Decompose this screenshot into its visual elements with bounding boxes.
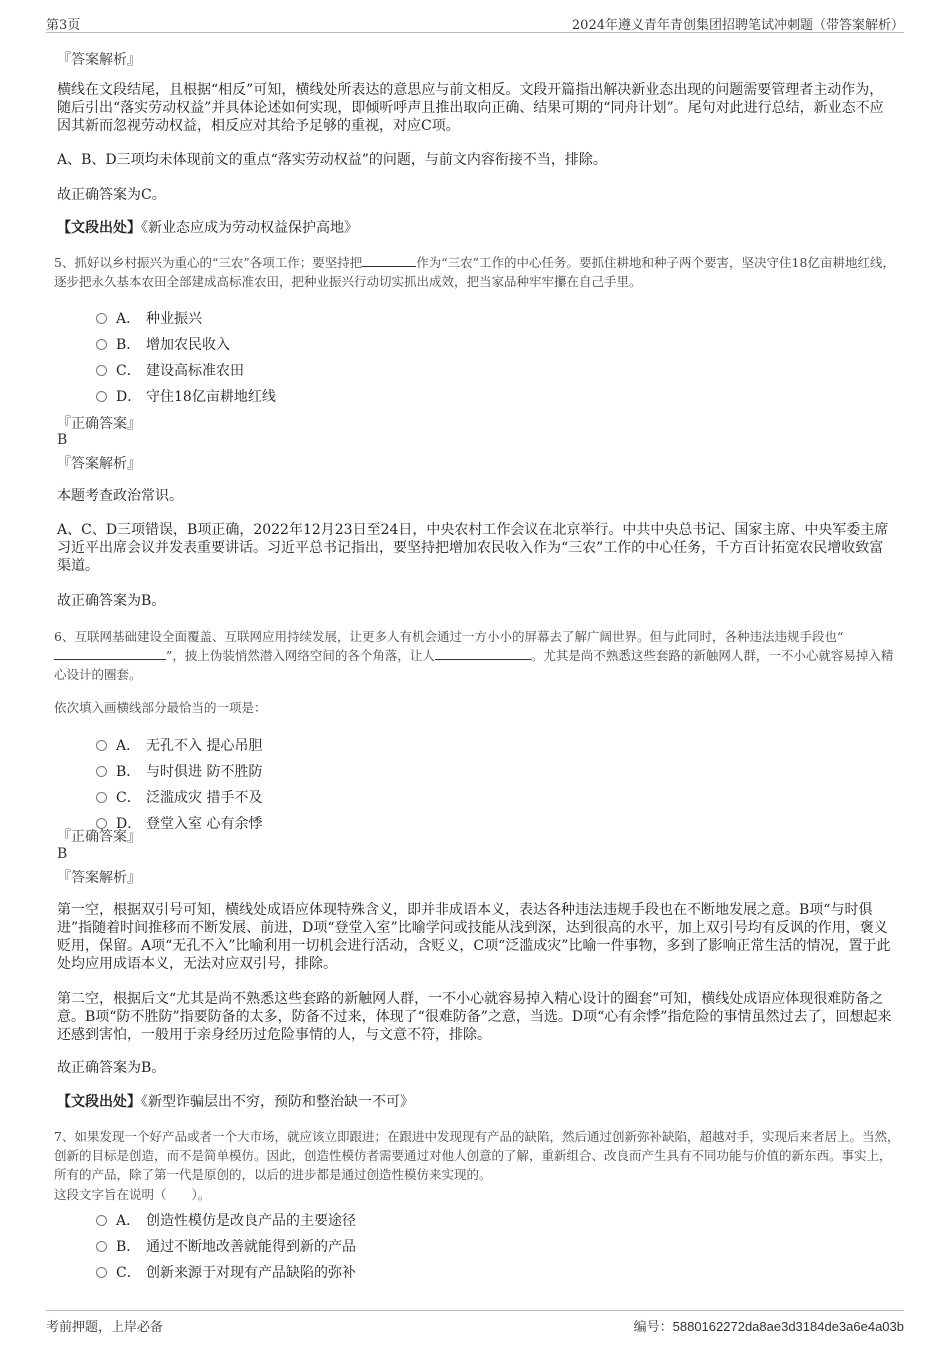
option-letter: D． bbox=[116, 816, 142, 832]
correct-answer-label: 『正确答案』 bbox=[57, 829, 141, 845]
q6-option-c[interactable] bbox=[96, 787, 262, 807]
q7-option-c[interactable] bbox=[96, 1262, 356, 1282]
document-title: 2024年遵义青年青创集团招聘笔试冲刺题（带答案解析） bbox=[571, 18, 904, 33]
option-text: 创新来源于对现有产品缺陷的弥补 bbox=[146, 1265, 356, 1281]
document-code bbox=[634, 1316, 904, 1335]
option-text: 守住18亿亩耕地红线 bbox=[146, 389, 276, 405]
option-text: 无孔不入 提心吊胆 bbox=[146, 738, 263, 754]
q5-option-a[interactable] bbox=[96, 308, 202, 328]
q6-stem-part-1: 6、互联网基础建设全面覆盖、互联网应用持续发展，让更多人有机会通过一方小小的屏幕去了解广阔世界。但与此同时，各种违法违规手段也“ bbox=[54, 629, 844, 644]
q6-blank-2 bbox=[435, 647, 531, 660]
q7-prompt: 这段文字旨在说明（ ）。 bbox=[54, 1187, 211, 1202]
radio-icon[interactable] bbox=[96, 766, 107, 777]
q5-stem-part-1: 5、抓好以乡村振兴为重心的“三农”各项工作；要坚持把 bbox=[54, 255, 363, 270]
radio-icon[interactable] bbox=[96, 792, 107, 803]
code-label: 编号： bbox=[633, 1320, 673, 1335]
option-letter: B． bbox=[116, 764, 141, 780]
radio-icon[interactable] bbox=[96, 339, 107, 350]
q5-analysis-p2: A、C、D三项错误，B项正确，2022年12月23日至24日，中央农村工作会议在北京举行。中共中央总书记、国家主席、中央军委主席习近平出席会议并发表重要讲话。习近平总书记指出，要坚持把增加农民收入作为“三农”工作的中心任务，千方百计拓宽农民增收致富渠道。 bbox=[57, 522, 889, 574]
analysis-label: 『答案解析』 bbox=[57, 52, 141, 68]
option-letter: D． bbox=[116, 389, 142, 405]
radio-icon[interactable] bbox=[96, 740, 107, 751]
q6-source-title: 《新型诈骗层出不穷，预防和整治缺一不可》 bbox=[141, 1094, 414, 1110]
q6-option-b[interactable] bbox=[96, 761, 262, 781]
q7-option-b[interactable] bbox=[96, 1236, 356, 1256]
q5-stem-part-2: 作为“三农”工作的中心任务。要抓住耕地和种子两个要害，坚决守住18亿亩耕地红线，逐步把永久基本农田全部建成高标准农田，把种业振兴行动切实抓出成效，把当家品种牢牢攥在自己手里。 bbox=[54, 255, 895, 289]
q6-stem-part-2: ”，披上伪装悄然潜入网络空间的各个角落，让人 bbox=[166, 648, 435, 663]
analysis-label: 『答案解析』 bbox=[57, 870, 141, 886]
radio-icon[interactable] bbox=[96, 365, 107, 376]
q6-blank-1 bbox=[54, 647, 166, 660]
option-text: 建设高标准农田 bbox=[146, 363, 244, 379]
q4-analysis-p2: A、B、D三项均未体现前文的重点“落实劳动权益”的问题，与前文内容衔接不当，排除。 bbox=[57, 152, 607, 168]
radio-icon[interactable] bbox=[96, 391, 107, 402]
q5-option-d[interactable] bbox=[96, 386, 276, 406]
option-letter: B． bbox=[116, 337, 141, 353]
q7-stem: 7、如果发现一个好产品或者一个大市场，就应该立即跟进；在跟进中发现现有产品的缺陷，然后通过创新弥补缺陷，超越对手，实现后来者居上。当然，创新的目标是创造，而不是简单模仿。因此，创造性模仿者需要通过对他人创意的了解，重新组合、改良而产生具有不同功能与价值的新东西。事实上，所有的产品，除了第一代是原创的，以后的进步都是通过创造性模仿来实现的。 bbox=[54, 1129, 900, 1182]
q4-source bbox=[57, 219, 897, 237]
q4-source-title: 《新业态应成为劳动权益保护高地》 bbox=[141, 220, 358, 236]
q5-option-b[interactable] bbox=[96, 334, 230, 354]
option-letter: A． bbox=[116, 311, 141, 327]
q6-source bbox=[57, 1093, 897, 1111]
footer-slogan: 考前押题，上岸必备 bbox=[46, 1320, 164, 1335]
q5-analysis-p1: 本题考查政治常识。 bbox=[57, 488, 183, 504]
radio-icon[interactable] bbox=[96, 1241, 107, 1252]
option-letter: C． bbox=[116, 363, 141, 379]
option-text: 创造性模仿是改良产品的主要途径 bbox=[146, 1213, 356, 1229]
q6-stem bbox=[54, 627, 902, 684]
page-header bbox=[46, 12, 904, 33]
option-letter: C． bbox=[116, 790, 141, 806]
radio-icon[interactable] bbox=[96, 313, 107, 324]
q5-answer: B bbox=[57, 432, 68, 448]
q5-stem bbox=[54, 253, 902, 291]
q6-conclusion: 故正确答案为B。 bbox=[57, 1060, 166, 1076]
q7-option-a[interactable] bbox=[96, 1210, 356, 1230]
code-value: 5880162272da8ae3d3184de3a6e4a03b bbox=[672, 1319, 904, 1334]
q6-stem-part-3: 。尤其是尚不熟悉这些套路的新触网人群，一不小心就容易掉入精心设计的圈套。 bbox=[54, 648, 894, 682]
option-text: 通过不断地改善就能得到新的产品 bbox=[146, 1239, 356, 1255]
q5-blank bbox=[362, 254, 416, 267]
option-text: 泛滥成灾 措手不及 bbox=[146, 790, 263, 806]
page-number: 第3页 bbox=[46, 18, 81, 33]
option-text: 与时俱进 防不胜防 bbox=[146, 764, 263, 780]
analysis-label: 『答案解析』 bbox=[57, 456, 141, 472]
q6-option-a[interactable] bbox=[96, 735, 262, 755]
q6-prompt: 依次填入画横线部分最恰当的一项是： bbox=[54, 700, 267, 715]
q6-analysis-p2: 第二空，根据后文“尤其是尚不熟悉这些套路的新触网人群，一不小心就容易掉入精心设计的圈套”可知，横线处成语应体现很难防备之意。B项“防不胜防”指要防备的太多，防备不过来，体现了“很难防备”之意，当选。D项“心有余悸”指危险的事情虽然过去了，回想起来还感到害怕，一般用于亲身经历过危险事情的人，与文意不符，排除。 bbox=[57, 991, 892, 1043]
option-text: 种业振兴 bbox=[146, 311, 202, 327]
radio-icon[interactable] bbox=[96, 1267, 107, 1278]
option-letter: B． bbox=[116, 1239, 141, 1255]
q5-option-c[interactable] bbox=[96, 360, 244, 380]
page-footer bbox=[46, 1310, 904, 1335]
option-text: 增加农民收入 bbox=[146, 337, 230, 353]
option-text: 登堂入室 心有余悸 bbox=[146, 816, 263, 832]
source-label: 【文段出处】 bbox=[57, 1094, 141, 1110]
correct-answer-label: 『正确答案』 bbox=[57, 416, 141, 432]
option-letter: C． bbox=[116, 1265, 141, 1281]
option-letter: A． bbox=[116, 1213, 141, 1229]
source-label: 【文段出处】 bbox=[57, 220, 141, 236]
q5-conclusion: 故正确答案为B。 bbox=[57, 593, 166, 609]
radio-icon[interactable] bbox=[96, 1215, 107, 1226]
q6-answer: B bbox=[57, 846, 68, 862]
option-letter: A． bbox=[116, 738, 141, 754]
q4-conclusion: 故正确答案为C。 bbox=[57, 187, 166, 203]
q6-analysis-p1: 第一空，根据双引号可知，横线处成语应体现特殊含义，即并非成语本义，表达各种违法违规手段也在不断地发展之意。B项“与时俱进”指随着时间推移而不断发展、前进，D项“登堂入室”比喻学问或技能从浅到深，达到很高的水平，加上双引号均有反讽的作用，褒义贬用，保留。A项“无孔不入”比喻利用一切机会进行活动，含贬义，C项“泛滥成灾”比喻一件事物，多到了影响正常生活的情况，置于此处均应用成语本义，无法对应双引号，排除。 bbox=[57, 902, 891, 972]
q4-analysis-p1: 横线在文段结尾，且根据“相反”可知，横线处所表达的意思应与前文相反。文段开篇指出解决新业态出现的问题需要管理者主动作为，随后引出“落实劳动权益”并具体论述如何实现，即倾听呼声且推出取向正确、结果可期的“同舟计划”。尾句对此进行总结，新业态不应因其新而忽视劳动权益，相反应对其给予足够的重视，对应C项。 bbox=[57, 82, 884, 134]
